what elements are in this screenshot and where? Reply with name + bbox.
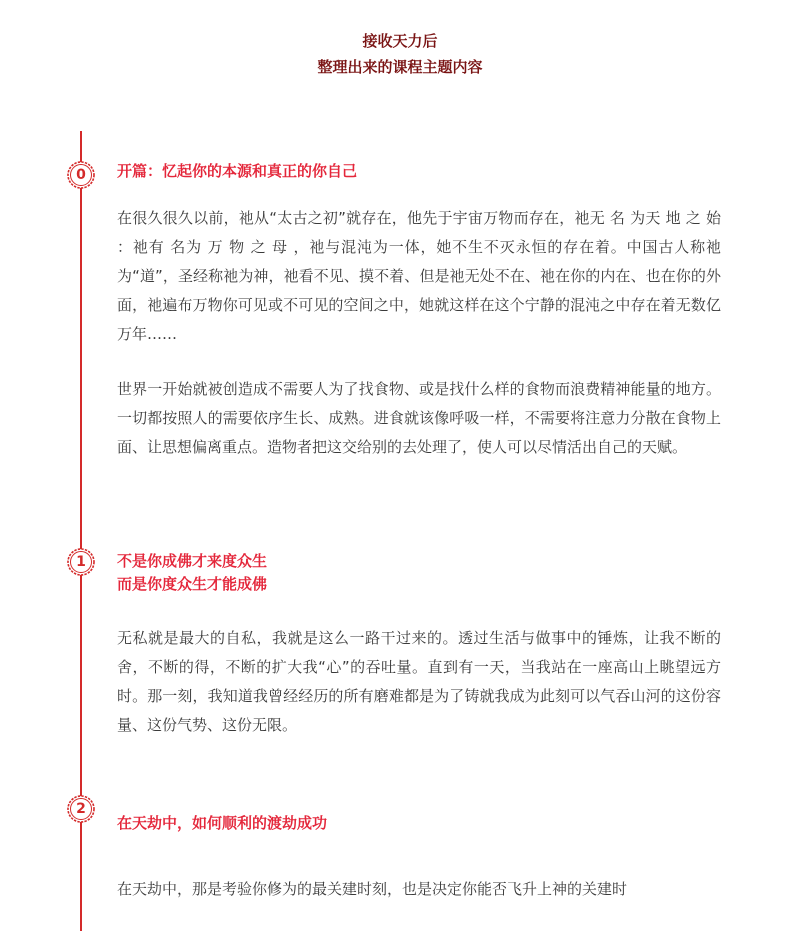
section-paragraph: 无私就是最大的自私，我就是这么一路干过来的。透过生活与做事中的锤炼，让我不断的舍，不断的得，不断的扩大我“心”的吞吐量。直到有一天，当我站在一座高山上眺望远方时。那一刻，我知道我曾经经历的所有磨难都是为了铸就我成为此刻可以气吞山河的这份容量、这份气势、这份无限。 (117, 629, 721, 734)
section-number: 0 (76, 167, 86, 183)
section-number-badge (66, 160, 96, 190)
page-header (0, 28, 800, 80)
section-number: 1 (76, 554, 86, 570)
section-paragraph: 在天劫中，那是考验你修为的最关建时刻，也是决定你能否飞升上神的关建时 (117, 880, 628, 898)
section-title (117, 550, 737, 596)
section-title: 开篇：忆起你的本源和真正的你自己 (117, 162, 358, 180)
section-number-badge (66, 547, 96, 577)
section-title-line: 不是你成佛才来度众生 (117, 552, 268, 570)
section-paragraph: 在很久很久以前，祂从“太古之初”就存在，他先于宇宙万物而存在，祂无 名 为天 地 之 始 ：祂有 名为 万 物 之 母 ，祂与混沌为一体，她不生不灭永恒的存在着。中国古人称祂为“道”，圣经称祂为神，祂看不见、摸不着、但是祂无处不在、祂在你的内在、也在你的外面，祂遍布万物你可见或不可见的空间之中，她就这样在这个宁静的混沌之中存在着无数亿万年…… (117, 209, 721, 343)
section-title-line: 而是你度众生才能成佛 (117, 575, 268, 593)
section-number: 2 (76, 801, 86, 817)
section-number-badge (66, 794, 96, 824)
header-title: 接收天力后 (362, 32, 438, 50)
section-paragraph: 世界一开始就被创造成不需要人为了找食物、或是找什么样的食物而浪费精神能量的地方。一切都按照人的需要依序生长、成熟。进食就该像呼吸一样，不需要将注意力分散在食物上面、让思想偏离重点。造物者把这交给别的去处理了，使人可以尽情活出自己的天赋。 (117, 380, 721, 456)
section-title: 在天劫中，如何顺利的渡劫成功 (117, 814, 328, 832)
header-subtitle: 整理出来的课程主题内容 (317, 58, 483, 76)
